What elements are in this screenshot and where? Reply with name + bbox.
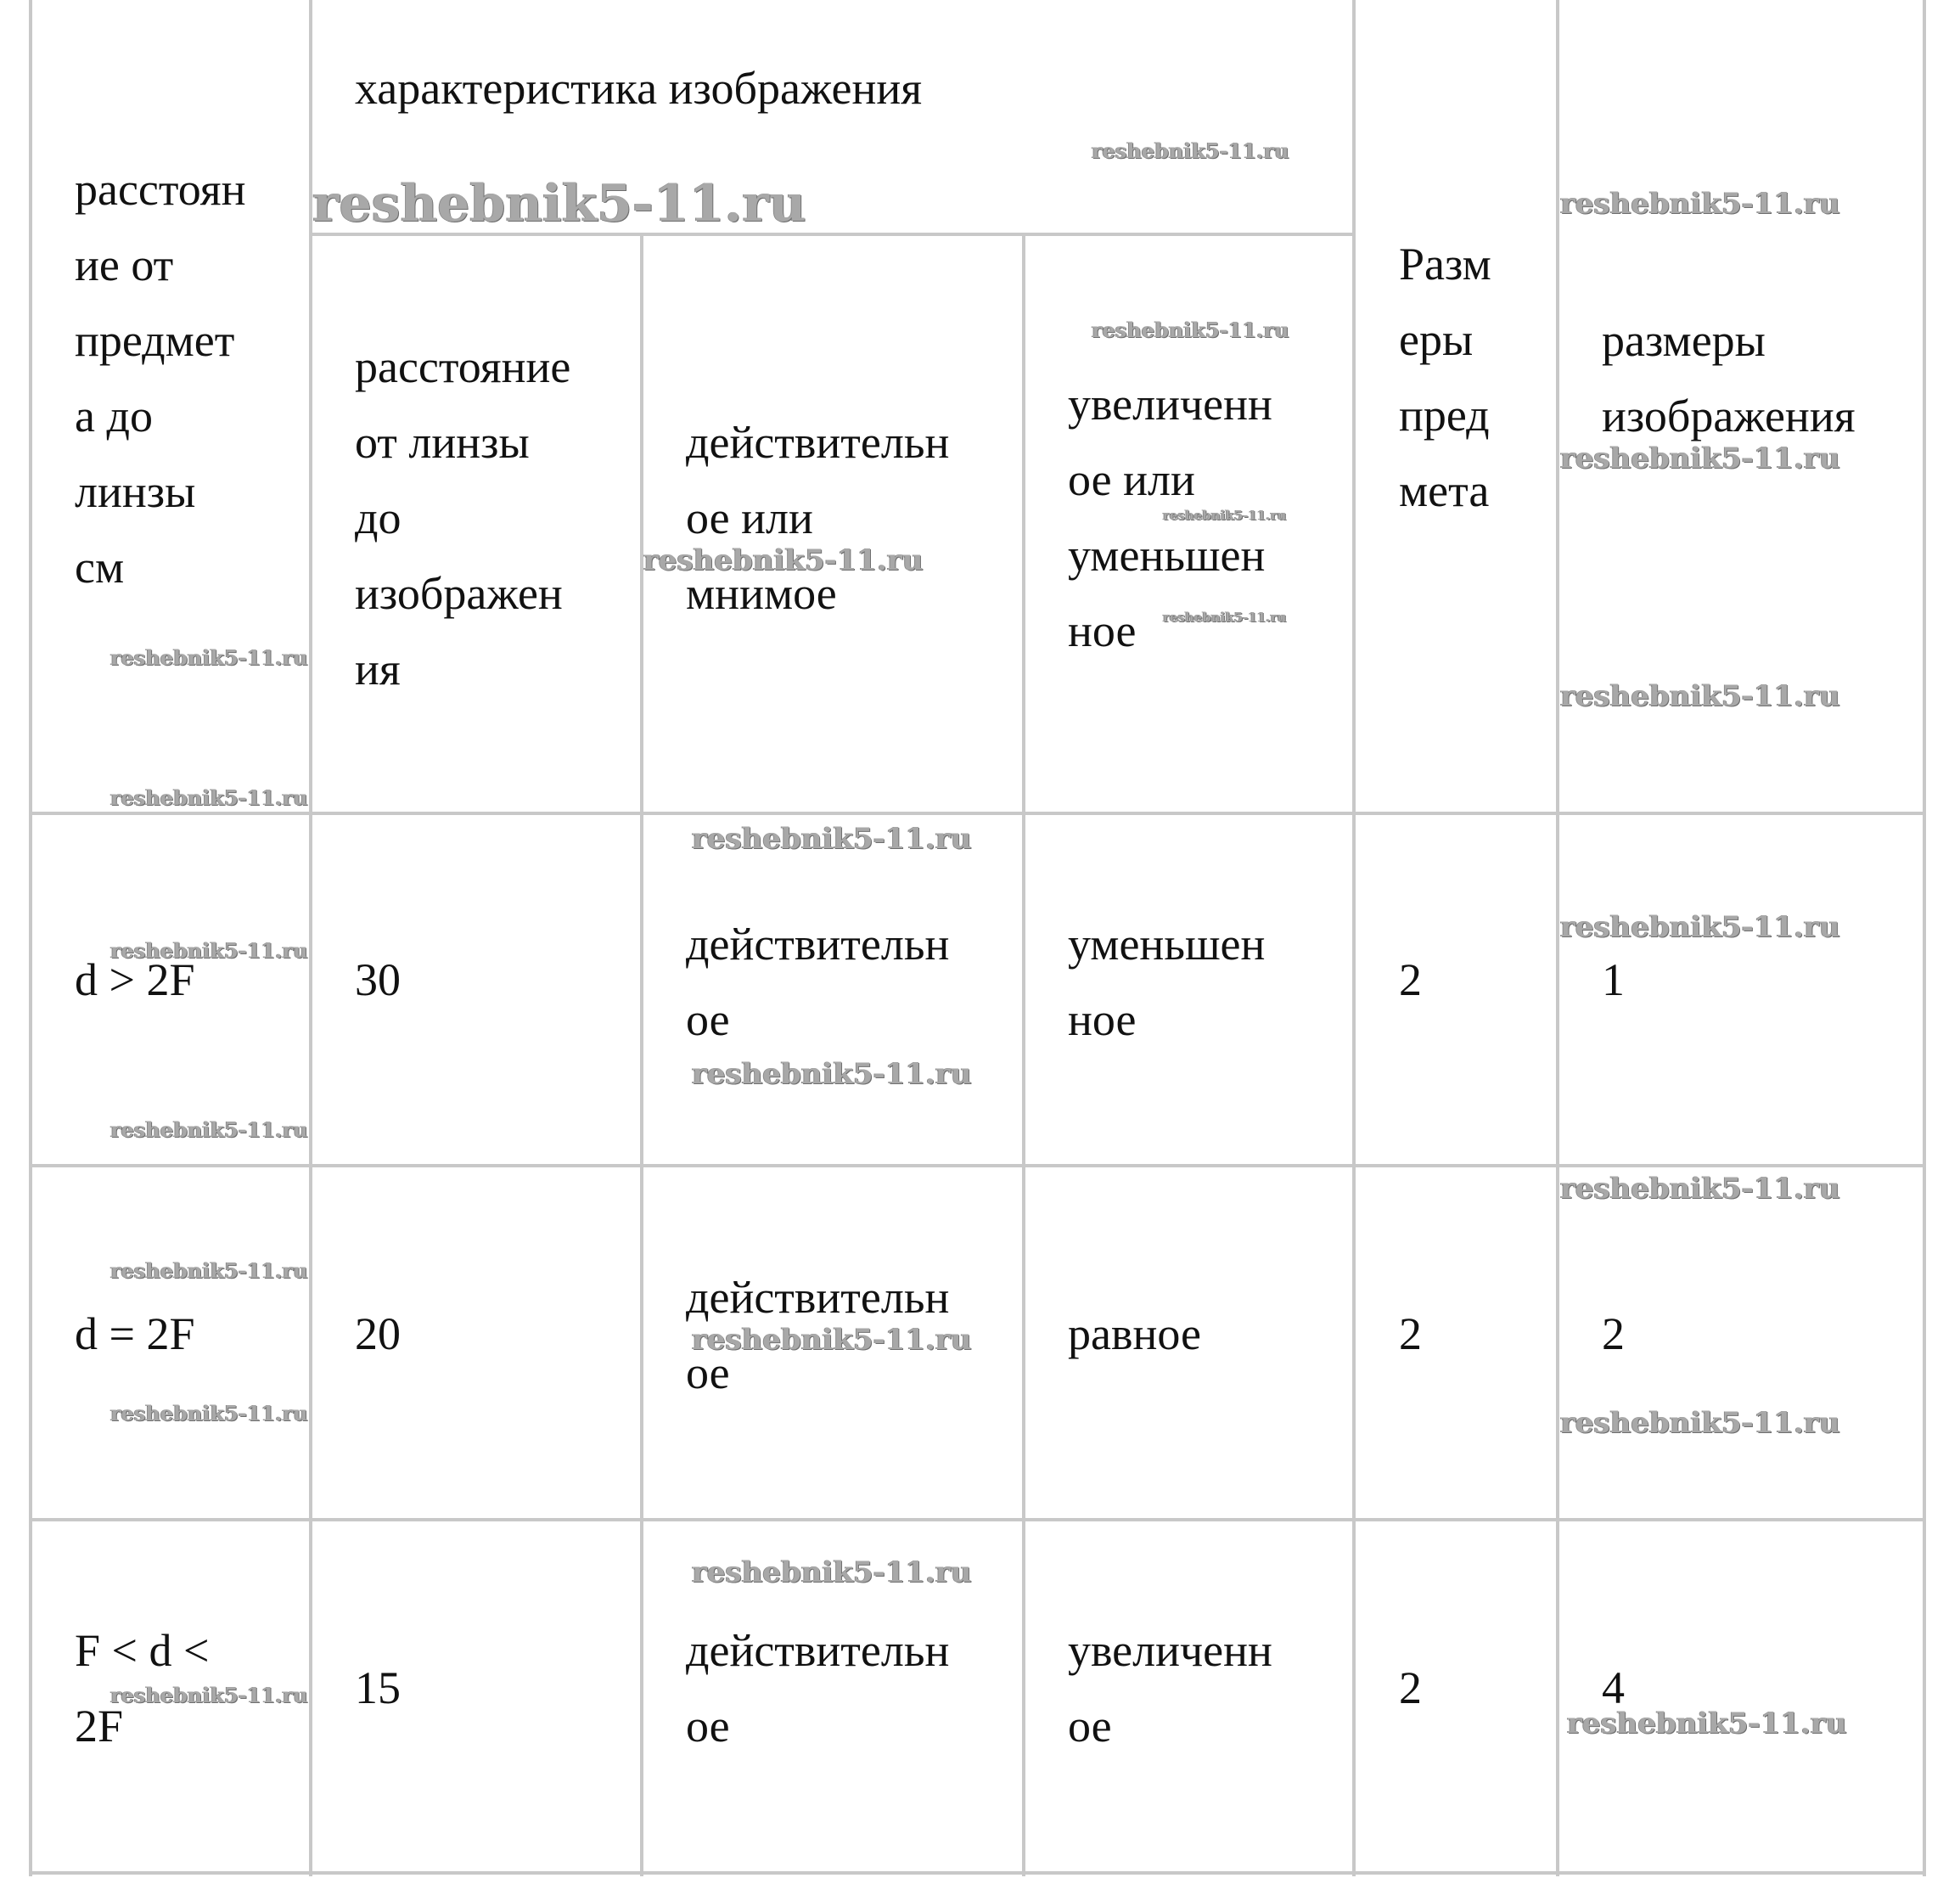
cell-object-size: 2 — [1399, 954, 1422, 1005]
table-border — [640, 234, 643, 1876]
table-border — [29, 0, 32, 1876]
watermark: reshebnik5-11.ru — [1560, 910, 1840, 944]
cell-distance-image: 30 — [355, 954, 401, 1005]
cell-magnified-or-reduced: увеличенн ое — [1068, 1625, 1272, 1751]
cell-distance-object: d > 2F — [75, 954, 195, 1005]
header-image-characteristics: характеристика изображения — [355, 63, 923, 114]
cell-image-size: 4 — [1602, 1662, 1625, 1713]
table-border — [1923, 0, 1926, 1876]
cell-real-or-virtual: действительн ое — [686, 1625, 950, 1751]
watermark: reshebnik5-11.ru — [110, 1683, 308, 1707]
watermark: reshebnik5-11.ru — [1560, 679, 1840, 713]
watermark: reshebnik5-11.ru — [110, 1401, 308, 1425]
watermark: reshebnik5-11.ru — [1560, 1406, 1840, 1440]
watermark: reshebnik5-11.ru — [692, 1323, 972, 1357]
table-border — [29, 1164, 1926, 1167]
cell-magnified-or-reduced: равное — [1068, 1308, 1201, 1359]
watermark: reshebnik5-11.ru — [692, 1057, 972, 1091]
watermark: reshebnik5-11.ru — [692, 822, 972, 856]
header-magnified-or-reduced: увеличенн ое или уменьшен ное — [1068, 379, 1272, 656]
cell-magnified-or-reduced: уменьшен ное — [1068, 919, 1266, 1045]
watermark: reshebnik5-11.ru — [692, 1555, 972, 1589]
cell-distance-object: d = 2F — [75, 1308, 195, 1359]
cell-distance-image: 15 — [355, 1662, 401, 1713]
watermark: reshebnik5-11.ru — [110, 1258, 308, 1283]
header-real-or-virtual: действительн ое или мнимое — [686, 417, 950, 619]
cell-real-or-virtual: действительн ое — [686, 919, 950, 1045]
cell-distance-object: F < d < 2F — [75, 1625, 210, 1751]
watermark: reshebnik5-11.ru — [1560, 187, 1840, 221]
cell-image-size: 1 — [1602, 954, 1625, 1005]
watermark: reshebnik5-11.ru — [1560, 1172, 1840, 1206]
header-distance-image: расстояние от линзы до изображен ия — [355, 341, 571, 694]
watermark: reshebnik5-11.ru — [1163, 508, 1287, 523]
watermark: reshebnik5-11.ru — [1092, 138, 1289, 163]
table-border — [1352, 0, 1356, 1876]
watermark: reshebnik5-11.ru — [1092, 318, 1289, 342]
watermark: reshebnik5-11.ru — [643, 543, 924, 577]
header-object-size: Разм еры пред мета — [1399, 239, 1491, 516]
watermark: reshebnik5-11.ru — [1567, 1707, 1847, 1740]
watermark: reshebnik5-11.ru — [110, 785, 308, 810]
table-border — [29, 812, 1926, 815]
header-distance-object: расстоян ие от предмет а до линзы см — [75, 164, 246, 593]
watermark: reshebnik5-11.ru — [1560, 441, 1840, 475]
cell-real-or-virtual: действительн ое — [686, 1272, 950, 1398]
table-border — [309, 0, 312, 1876]
cell-object-size: 2 — [1399, 1308, 1422, 1359]
watermark: reshebnik5-11.ru — [110, 938, 308, 963]
cell-object-size: 2 — [1399, 1662, 1422, 1713]
header-image-size: размеры изображения — [1602, 315, 1856, 441]
watermark: reshebnik5-11.ru — [1163, 610, 1287, 625]
table-border — [29, 1871, 1926, 1875]
cell-image-size: 2 — [1602, 1308, 1625, 1359]
table-border — [29, 1518, 1926, 1521]
table-border — [1022, 234, 1025, 1876]
table-border — [1556, 0, 1559, 1876]
watermark: reshebnik5-11.ru — [312, 174, 806, 233]
cell-distance-image: 20 — [355, 1308, 401, 1359]
watermark: reshebnik5-11.ru — [110, 645, 308, 670]
watermark: reshebnik5-11.ru — [110, 1117, 308, 1142]
